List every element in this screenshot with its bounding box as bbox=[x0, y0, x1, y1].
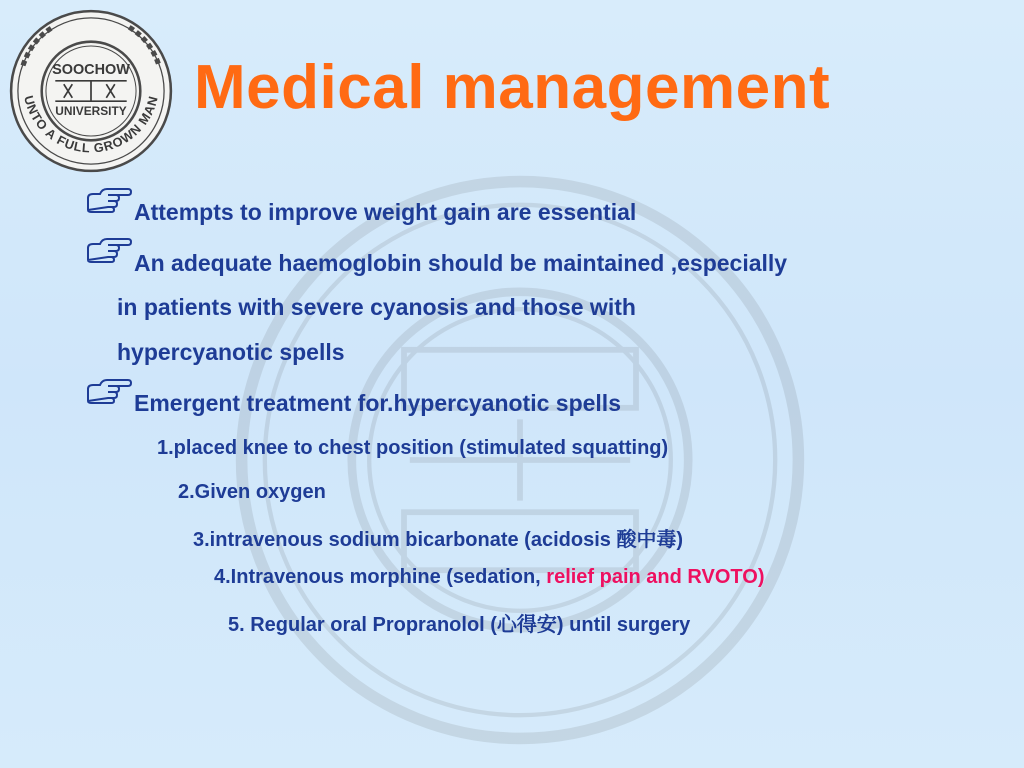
step-1: 1.placed knee to chest position (stimulated squatting) bbox=[157, 437, 669, 459]
step-4-highlight: relief pain and RVOTO) bbox=[546, 566, 765, 588]
pointing-hand-icon bbox=[86, 186, 132, 214]
bullet-1-text: Attempts to improve weight gain are essential bbox=[134, 199, 637, 225]
slide-title: Medical management bbox=[194, 53, 831, 122]
logo-motto: UNTO A FULL GROWN MAN bbox=[21, 93, 161, 156]
pointing-hand-icon bbox=[86, 377, 132, 405]
step-2: 2.Given oxygen bbox=[178, 481, 326, 503]
bullet-3-text: Emergent treatment for.hypercyanotic spells bbox=[134, 390, 621, 416]
pointing-hand-icon bbox=[86, 236, 132, 264]
step-3: 3.intravenous sodium bicarbonate (acidosis 酸中毒) bbox=[193, 529, 684, 551]
logo-name-top: SOOCHOW bbox=[52, 61, 130, 78]
bullet-2-line-2: in patients with severe cyanosis and those with bbox=[117, 294, 636, 320]
bullet-2-line-1: An adequate haemoglobin should be maintained ,especially bbox=[134, 250, 788, 276]
step-4-text: 4.Intravenous morphine (sedation, bbox=[214, 566, 547, 588]
step-5: 5. Regular oral Propranolol (心得安) until surgery bbox=[228, 614, 691, 636]
logo-name-bottom: UNIVERSITY bbox=[55, 103, 127, 118]
bullet-2-line-3: hypercyanotic spells bbox=[117, 339, 345, 365]
step-4 bbox=[214, 566, 764, 589]
university-seal-logo bbox=[6, 6, 176, 176]
